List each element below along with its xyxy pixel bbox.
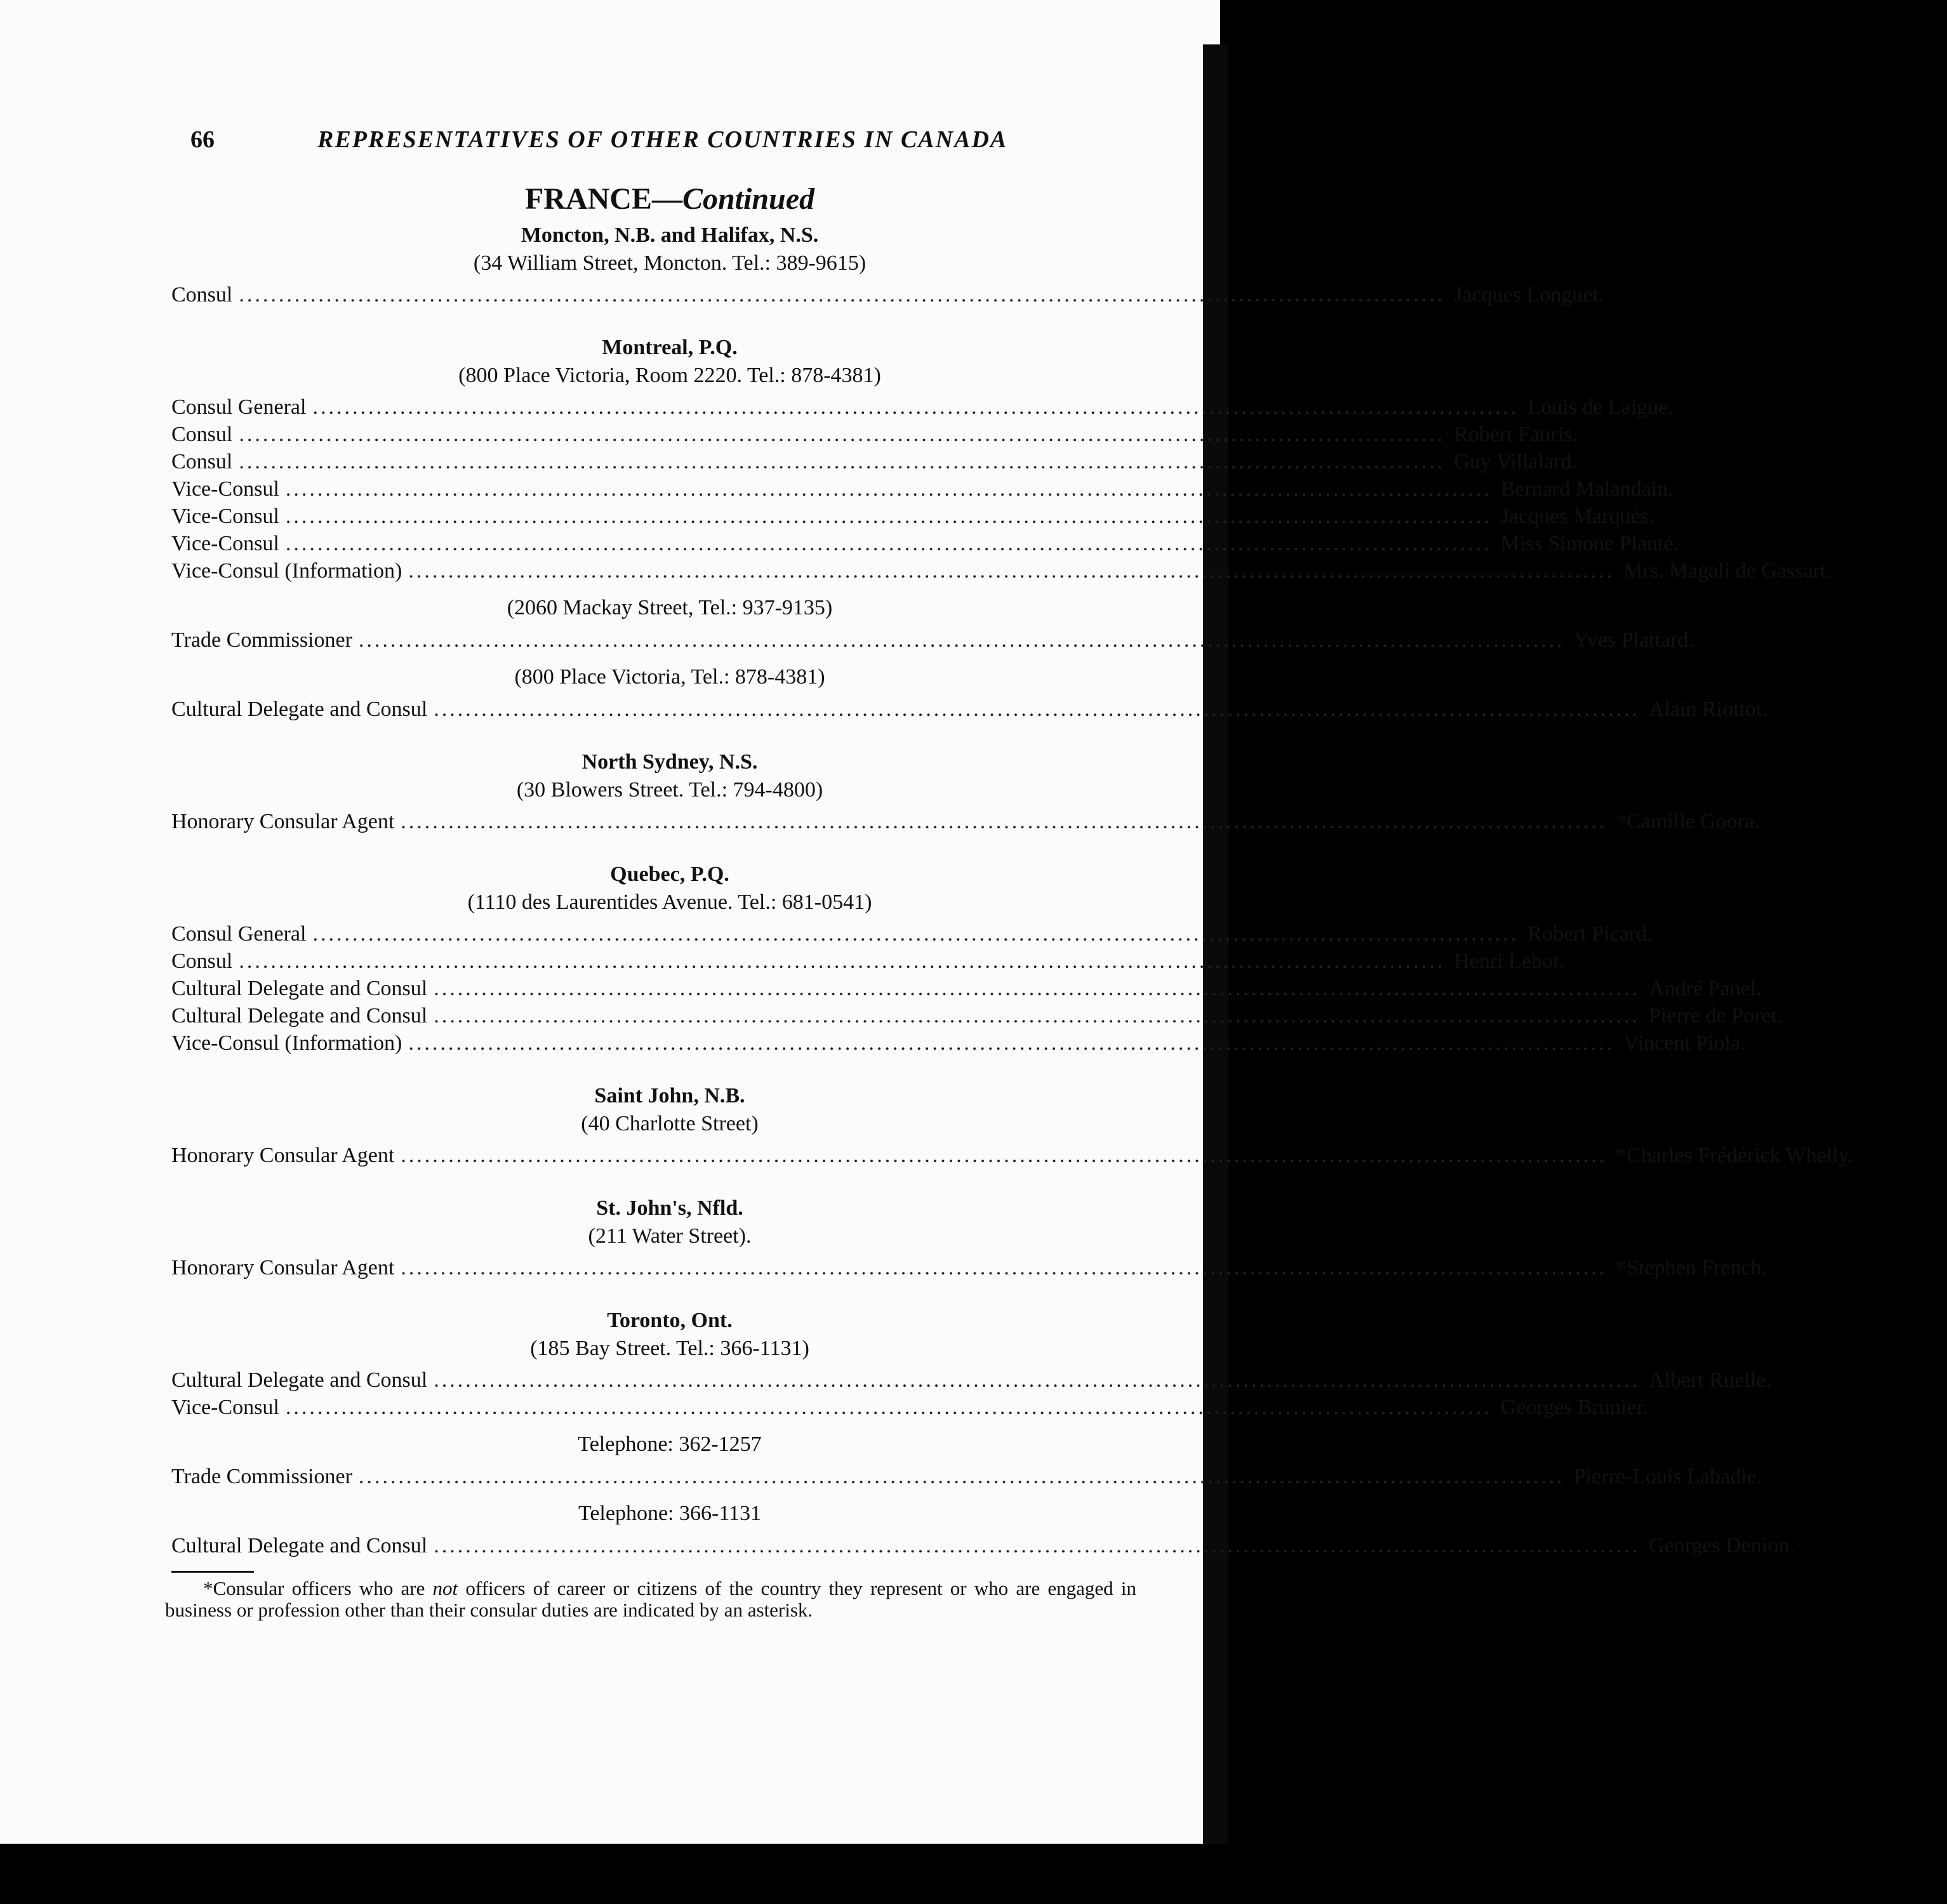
running-title: REPRESENTATIVES OF OTHER COUNTRIES IN CANADA [317, 126, 1008, 153]
dot-leader: ........................................................................................................................................................ [434, 1534, 1640, 1557]
dot-leader: ........................................................................................................................................................ [434, 1368, 1640, 1392]
entry-list [171, 808, 1760, 835]
entry-name: Jacques Marquès. [1500, 505, 1654, 528]
city-heading: St. John's, Nfld. [596, 1196, 743, 1220]
entry-name: Robert Picard. [1527, 922, 1652, 946]
entry-title: Vice-Consul [171, 532, 279, 555]
directory-entry [171, 920, 1652, 948]
address-line: (1110 des Laurentides Avenue. Tel.: 681-0541) [467, 890, 872, 914]
sub-address-line: Telephone: 366-1131 [578, 1502, 762, 1525]
city-heading: Toronto, Ont. [607, 1309, 733, 1332]
city-heading: Saint John, N.B. [594, 1084, 745, 1107]
scan-border [0, 1844, 1256, 1904]
sub-address-line: (800 Place Victoria, Tel.: 878-4381) [514, 665, 825, 689]
footnote-rule [171, 1571, 254, 1573]
entry-title: Honorary Consular Agent [171, 810, 395, 833]
city-heading: Montreal, P.Q. [602, 336, 738, 359]
entry-list [171, 1366, 1771, 1421]
city-section [171, 748, 1760, 835]
entry-list [171, 626, 1694, 654]
entry-title: Consul General [171, 395, 307, 419]
city-section [171, 334, 1832, 723]
city-section [171, 221, 1604, 308]
entry-title: Vice-Consul [171, 477, 279, 501]
entry-name: Albert Ruelle. [1649, 1368, 1771, 1392]
entry-title: Consul [171, 283, 233, 307]
dot-leader: ........................................................................................................................................................ [285, 532, 1492, 555]
city-section [171, 1307, 1795, 1559]
directory-entry [171, 530, 1679, 557]
entry-name: *Charles Frédérick Whelly. [1616, 1144, 1854, 1167]
continued-label: Continued [682, 182, 815, 216]
entry-title: Vice-Consul [171, 505, 279, 528]
entry-name: Mrs. Magali de Gassart. [1623, 559, 1832, 583]
directory-entry [171, 808, 1760, 835]
entry-name: Henri Lebot. [1454, 949, 1565, 973]
entry-title: Consul General [171, 922, 307, 946]
directory-entry [171, 975, 1762, 1002]
address-line: (40 Charlotte Street) [581, 1112, 759, 1135]
country-heading [229, 181, 1111, 218]
directory-entry [171, 503, 1654, 530]
dot-leader: ........................................................................................................................................................ [285, 477, 1492, 501]
directory-entry [171, 1002, 1783, 1029]
dot-leader: ........................................................................................................................................................ [312, 922, 1519, 946]
entry-list [171, 1254, 1767, 1281]
sub-address-line: (2060 Mackay Street, Tel.: 937-9135) [507, 596, 833, 619]
entry-title: Cultural Delegate and Consul [171, 1534, 428, 1557]
address-line: (800 Place Victoria, Room 2220. Tel.: 878-4381) [458, 364, 881, 387]
city-section [171, 1194, 1767, 1281]
entry-name: Pierre-Louis Labadie. [1573, 1465, 1762, 1488]
entry-list [171, 1142, 1854, 1169]
directory-entry [171, 696, 1768, 723]
address-line: (34 William Street, Moncton. Tel.: 389-9615) [473, 251, 867, 275]
city-heading: Quebec, P.Q. [610, 863, 729, 886]
entry-title: Vice-Consul (Information) [171, 1031, 402, 1055]
entry-title: Trade Commissioner [171, 1465, 352, 1488]
city-heading: Moncton, N.B. and Halifax, N.S. [521, 223, 819, 247]
directory-entry [171, 421, 1578, 448]
entry-name: Pierre de Poret. [1649, 1004, 1783, 1028]
sub-address-line: Telephone: 362-1257 [578, 1432, 762, 1456]
footnote-part-2: officers of career or citizens of the country they represent or who are engaged in business or profession other than their consular duties are indicated by an asterisk. [165, 1577, 1136, 1621]
entry-title: Cultural Delegate and Consul [171, 1004, 428, 1028]
entry-title: Honorary Consular Agent [171, 1256, 395, 1279]
entry-title: Trade Commissioner [171, 628, 352, 652]
entry-name: Bernard Malandain. [1500, 477, 1673, 501]
entry-title: Cultural Delegate and Consul [171, 977, 428, 1000]
directory-entry [171, 475, 1673, 503]
dot-leader: ........................................................................................................................................................ [401, 1256, 1607, 1279]
dot-leader: ........................................................................................................................................................ [285, 505, 1492, 528]
footnote-text [165, 1578, 1136, 1621]
entry-list [171, 393, 1832, 585]
dot-leader: ........................................................................................................................................................ [239, 423, 1445, 446]
entry-name: *Stephen French. [1616, 1256, 1767, 1279]
directory-entry [171, 1366, 1771, 1394]
city-sections [171, 221, 1854, 1559]
entry-title: Vice-Consul (Information) [171, 559, 402, 583]
entry-name: Miss Simone Planté. [1500, 532, 1679, 555]
entry-name: Alain Riottot. [1649, 697, 1768, 721]
address-line: (211 Water Street). [588, 1224, 752, 1248]
address-line: (185 Bay Street. Tel.: 366-1131) [530, 1337, 809, 1360]
dot-leader: ........................................................................................................................................................ [401, 810, 1607, 833]
directory-entry [171, 948, 1565, 975]
directory-entry [171, 1463, 1762, 1490]
dot-leader: ........................................................................................................................................................ [408, 559, 1615, 583]
dot-leader: ........................................................................................................................................................ [434, 977, 1640, 1000]
directory-entry [171, 448, 1578, 475]
entry-title: Consul [171, 423, 233, 446]
directory-content [165, 181, 1854, 1621]
entry-list [171, 1532, 1795, 1559]
entry-list [171, 281, 1604, 308]
directory-entry [171, 1532, 1795, 1559]
entry-name: Robert Fauris. [1454, 423, 1578, 446]
entry-name: Yves Plattard. [1573, 628, 1694, 652]
dot-leader: ........................................................................................................................................................ [285, 1396, 1492, 1419]
entry-list [171, 696, 1768, 723]
directory-entry [171, 1394, 1648, 1421]
dot-leader: ........................................................................................................................................................ [408, 1031, 1615, 1055]
entry-title: Cultural Delegate and Consul [171, 697, 428, 721]
entry-name: Guy Villalard. [1454, 450, 1578, 473]
footnote-emphasis: not [432, 1577, 458, 1599]
directory-entry [171, 1142, 1854, 1169]
entry-name: Georges Brunier. [1500, 1396, 1648, 1419]
dot-leader: ........................................................................................................................................................ [239, 283, 1445, 307]
address-line: (30 Blowers Street. Tel.: 794-4800) [516, 778, 823, 802]
dot-leader: ........................................................................................................................................................ [434, 1004, 1640, 1028]
entry-list [171, 920, 1783, 1057]
entry-name: *Camille Goora. [1616, 810, 1760, 833]
footnote [165, 1578, 1136, 1621]
entry-name: Jacques Longuet. [1454, 283, 1604, 307]
entry-name: André Panel. [1649, 977, 1762, 1000]
entry-title: Honorary Consular Agent [171, 1144, 395, 1167]
dot-leader: ........................................................................................................................................................ [401, 1144, 1607, 1167]
footnote-part-1: *Consular officers who are [203, 1577, 433, 1599]
entry-title: Consul [171, 949, 233, 973]
dot-leader: ........................................................................................................................................................ [312, 395, 1519, 419]
entry-name: Vincent Piola. [1623, 1031, 1746, 1055]
directory-entry [171, 393, 1673, 421]
entry-title: Vice-Consul [171, 1396, 279, 1419]
dot-leader: ........................................................................................................................................................ [358, 628, 1565, 652]
entry-name: Georges Denion. [1649, 1534, 1795, 1557]
directory-entry [171, 557, 1832, 585]
country-name: FRANCE— [524, 182, 682, 216]
entry-title: Consul [171, 450, 233, 473]
dot-leader: ........................................................................................................................................................ [239, 450, 1445, 473]
entry-list [171, 1463, 1762, 1490]
city-section [171, 861, 1783, 1057]
dot-leader: ........................................................................................................................................................ [434, 697, 1640, 721]
dot-leader: ........................................................................................................................................................ [239, 949, 1445, 973]
page-number: 66 [190, 126, 215, 153]
entry-name: Louis de Laigue. [1527, 395, 1673, 419]
city-heading: North Sydney, N.S. [581, 750, 758, 774]
entry-title: Cultural Delegate and Consul [171, 1368, 428, 1392]
directory-entry [171, 281, 1604, 308]
dot-leader: ........................................................................................................................................................ [358, 1465, 1565, 1488]
directory-entry [171, 1029, 1746, 1057]
city-section [171, 1082, 1854, 1169]
directory-entry [171, 1254, 1767, 1281]
directory-entry [171, 626, 1694, 654]
